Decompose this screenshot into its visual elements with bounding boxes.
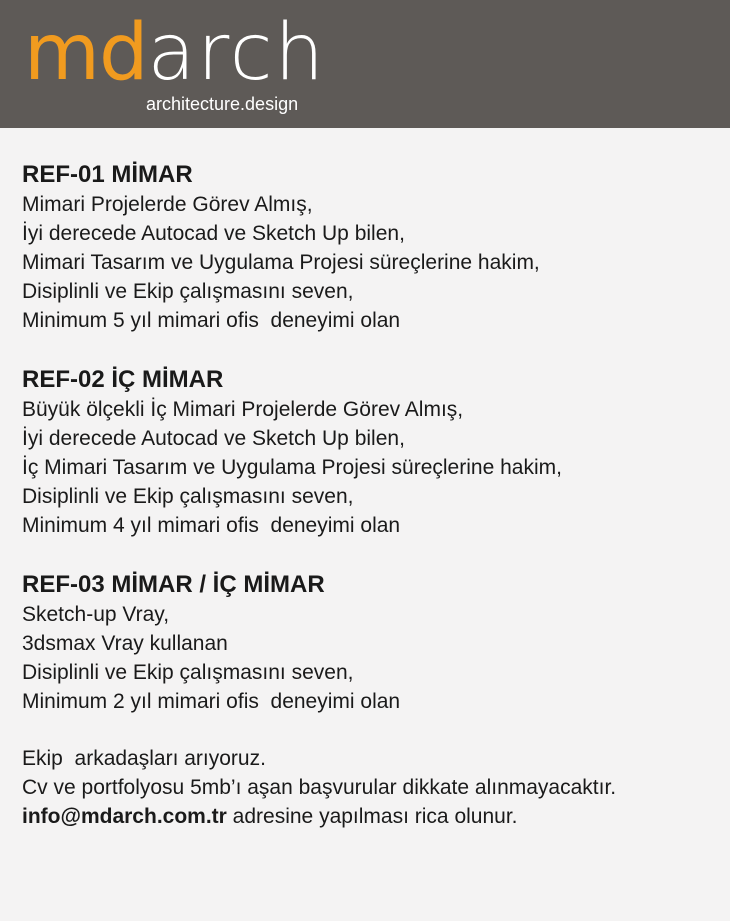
footer-line-2: Cv ve portfolyosu 5mb’ı aşan başvurular dikkate alınmayacaktır. — [22, 776, 617, 799]
ref-01-section — [22, 158, 712, 335]
ref-02-section — [22, 363, 712, 540]
logo-arch: arch — [147, 8, 326, 98]
tagline: architecture.design — [146, 94, 299, 114]
ref-02-line: İç Mimari Tasarım ve Uygulama Projesi süreçlerine hakim, — [22, 456, 562, 479]
ref-03-line: 3dsmax Vray kullanan — [22, 632, 228, 655]
footer-line-3-suffix: adresine yapılması rica olunur. — [226, 805, 518, 828]
logo-md: md — [24, 8, 148, 98]
header-banner — [0, 0, 730, 128]
ref-03-title: REF-03 MİMAR / İÇ MİMAR — [22, 571, 325, 598]
ref-01-line: Mimari Projelerde Görev Almış, — [22, 193, 313, 216]
ref-01-title: REF-01 MİMAR — [22, 161, 193, 188]
application-note — [22, 744, 712, 831]
ref-02-line: İyi derecede Autocad ve Sketch Up bilen, — [22, 427, 405, 450]
ref-02-line: Disiplinli ve Ekip çalışmasını seven, — [22, 485, 354, 508]
mdarch-logo — [24, 8, 326, 98]
ref-01-line: Mimari Tasarım ve Uygulama Projesi süreçlerine hakim, — [22, 251, 540, 274]
ref-03-section — [22, 568, 712, 716]
ref-02-title: REF-02 İÇ MİMAR — [22, 366, 224, 393]
ref-02-line: Minimum 4 yıl mimari ofis deneyimi olan — [22, 514, 401, 537]
ref-03-line: Sketch-up Vray, — [22, 603, 170, 626]
ref-03-line: Minimum 2 yıl mimari ofis deneyimi olan — [22, 690, 401, 713]
ref-02-line: Büyük ölçekli İç Mimari Projelerde Görev Almış, — [22, 398, 464, 421]
ref-01-line: Minimum 5 yıl mimari ofis deneyimi olan — [22, 309, 401, 332]
email-link[interactable]: info@mdarch.com.tr — [22, 805, 227, 828]
job-postings — [22, 158, 712, 831]
footer-line-3 — [22, 802, 712, 831]
footer-line-1: Ekip arkadaşları arıyoruz. — [22, 747, 266, 770]
ref-03-line: Disiplinli ve Ekip çalışmasını seven, — [22, 661, 354, 684]
ref-01-line: Disiplinli ve Ekip çalışmasını seven, — [22, 280, 354, 303]
ref-01-line: İyi derecede Autocad ve Sketch Up bilen, — [22, 222, 405, 245]
